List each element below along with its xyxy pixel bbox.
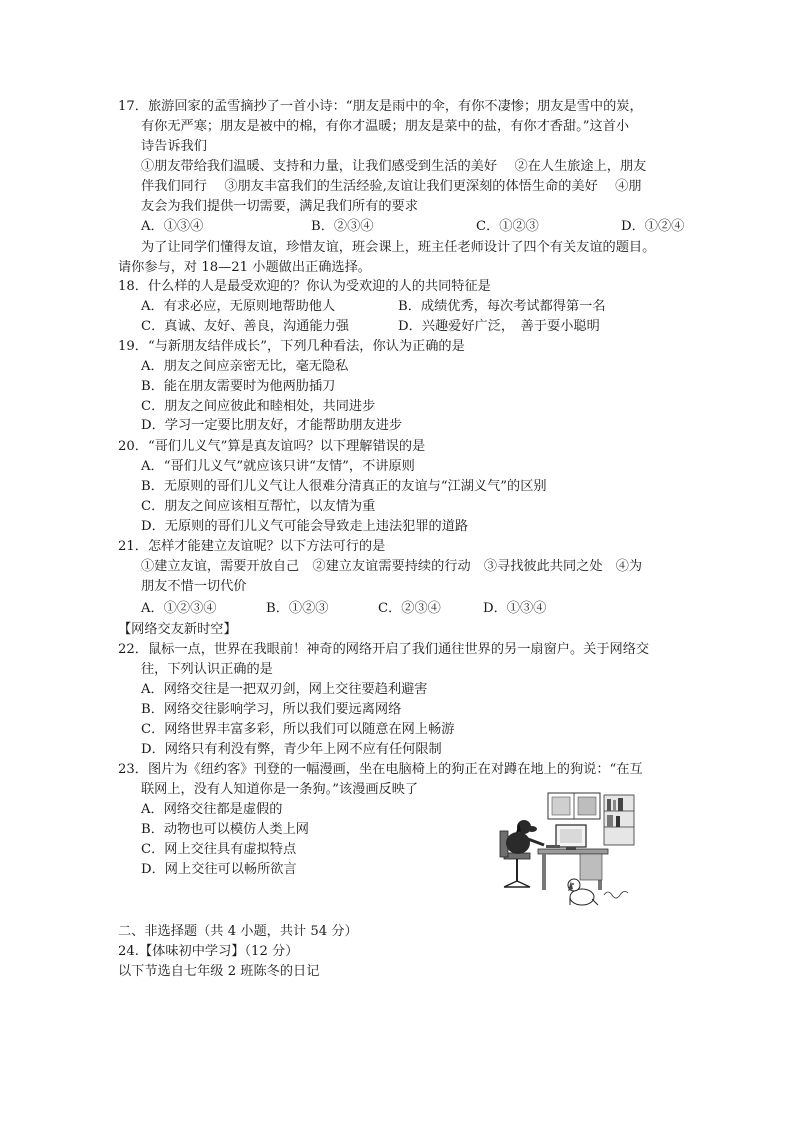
q20-stem: 20．“哥们儿义气”算是真友谊吗？以下理解错误的是 — [118, 439, 426, 454]
q22-option-a: A．网络交往是一把双刃剑，网上交往要趋利避害 — [141, 682, 428, 697]
q19-stem: 19．“与新朋友结伴成长”，下列几种看法，你认为正确的是 — [118, 339, 465, 354]
dog-on-chair — [506, 832, 530, 854]
part2-heading: 二、非选择题（共 4 小题，共计 54 分） — [118, 924, 358, 939]
q17-option-d: D．①②④ — [621, 219, 685, 234]
q17-option-b: B．②③④ — [311, 219, 374, 234]
q18-option-b: B．成绩优秀，每次考试都得第一名 — [398, 299, 606, 314]
artist-signature — [604, 891, 628, 898]
q22-stem-line1: 22．鼠标一点，世界在我眼前！神奇的网络开启了我们通往世界的另一扇窗户。关于网络交 — [118, 642, 650, 657]
q23-option-c: C．网上交往具有虚拟特点 — [141, 842, 297, 857]
q24-intro: 以下节选自七年级 2 班陈冬的日记 — [118, 964, 320, 979]
q19-option-d: D．学习一定要比朋友好，才能帮助朋友进步 — [141, 418, 403, 433]
q17-stem-line3: 诗告诉我们 — [141, 139, 207, 154]
q20-option-a: A．“哥们儿义气”就应该只讲“友情”，不讲原则 — [141, 459, 415, 474]
q18-option-c: C．真诚、友好、善良，沟通能力强 — [141, 319, 349, 334]
q20-option-b: B．无原则的哥们儿义气让人很难分清真正的友谊与“江湖义气”的区别 — [141, 479, 547, 494]
q23-option-d: D．网上交往可以畅所欲言 — [141, 862, 297, 877]
q17-statements-line1: ①朋友带给我们温暖、支持和力量，让我们感受到生活的美好 ②在人生旅途上，朋友 — [141, 159, 647, 174]
q21-option-a: A．①②③④ — [141, 601, 217, 616]
q21-option-c: C．②③④ — [378, 601, 441, 616]
q21-statements-line1: ①建立友谊，需要开放自己 ②建立友谊需要持续的行动 ③寻找彼此共同之处 ④为 — [141, 559, 643, 574]
q17-stem-line1: 17．旅游回家的孟雪摘抄了一首小诗：“朋友是雨中的伞，有你不凄惨；朋友是雪中的炭， — [118, 99, 643, 114]
q17-option-a: A．①③④ — [141, 219, 204, 234]
q17-option-c: C．①②③ — [476, 219, 539, 234]
q23-stem-line1: 23．图片为《纽约客》刊登的一幅漫画，坐在电脑椅上的狗正在对蹲在地上的狗说：“在互 — [118, 762, 643, 777]
q22-option-d: D．网络只有利没有弊，青少年上网不应有任何限制 — [141, 742, 442, 757]
q17-statements-line2: 伴我们同行 ③朋友丰富我们的生活经验,友谊让我们更深刻的体悟生命的美好 ④朋 — [141, 179, 642, 194]
q20-option-c: C．朋友之间应该相互帮忙，以友情为重 — [141, 499, 376, 514]
q22-option-c: C．网络世界丰富多彩，所以我们可以随意在网上畅游 — [141, 722, 455, 737]
q24-heading: 24.【体味初中学习】（12 分） — [118, 944, 299, 959]
q17-stem-line2: 有你无严寒；朋友是被中的棉，有你才温暖；朋友是菜中的盐，有你才香甜。”这首小 — [141, 119, 630, 134]
q21-option-b: B．①②③ — [266, 601, 329, 616]
intro-line1: 为了让同学们懂得友谊，珍惜友谊，班会课上，班主任老师设计了四个有关友谊的题目。 — [141, 240, 656, 255]
cartoon-illustration — [486, 791, 638, 911]
q18-stem: 18．什么样的人是最受欢迎的？你认为受欢迎的人的共同特征是 — [118, 279, 491, 294]
q18-option-a: A．有求必应，无原则地帮助他人 — [141, 299, 336, 314]
q22-option-b: B．网络交往影响学习，所以我们要远离网络 — [141, 702, 402, 717]
q18-option-d: D．兴趣爱好广泛， 善于耍小聪明 — [398, 319, 600, 334]
q22-stem-line2: 往，下列认识正确的是 — [141, 662, 273, 677]
q21-option-d: D．①③④ — [483, 601, 547, 616]
q19-option-c: C．朋友之间应彼此和睦相处，共同进步 — [141, 399, 376, 414]
q23-option-a: A．网络交往都是虚假的 — [141, 802, 283, 817]
q23-stem-line2: 联网上，没有人知道你是一条狗。”该漫画反映了 — [141, 782, 419, 797]
q19-option-b: B．能在朋友需要时为他两肋插刀 — [141, 379, 336, 394]
q19-option-a: A．朋友之间应亲密无比，毫无隐私 — [141, 359, 349, 374]
q23-option-b: B．动物也可以模仿人类上网 — [141, 822, 309, 837]
q21-statements-line2: 朋友不惜一切代价 — [141, 579, 247, 594]
q20-option-d: D．无原则的哥们儿义气可能会导致走上违法犯罪的道路 — [141, 519, 469, 534]
section-heading-net: 【网络交友新时空】 — [118, 622, 237, 637]
q17-statements-line3: 友会为我们提供一切需要，满足我们所有的要求 — [141, 199, 418, 214]
q21-stem: 21．怎样才能建立友谊呢？以下方法可行的是 — [118, 539, 386, 554]
intro-line2: 请你参与，对 18—21 小题做出正确选择。 — [118, 260, 371, 275]
